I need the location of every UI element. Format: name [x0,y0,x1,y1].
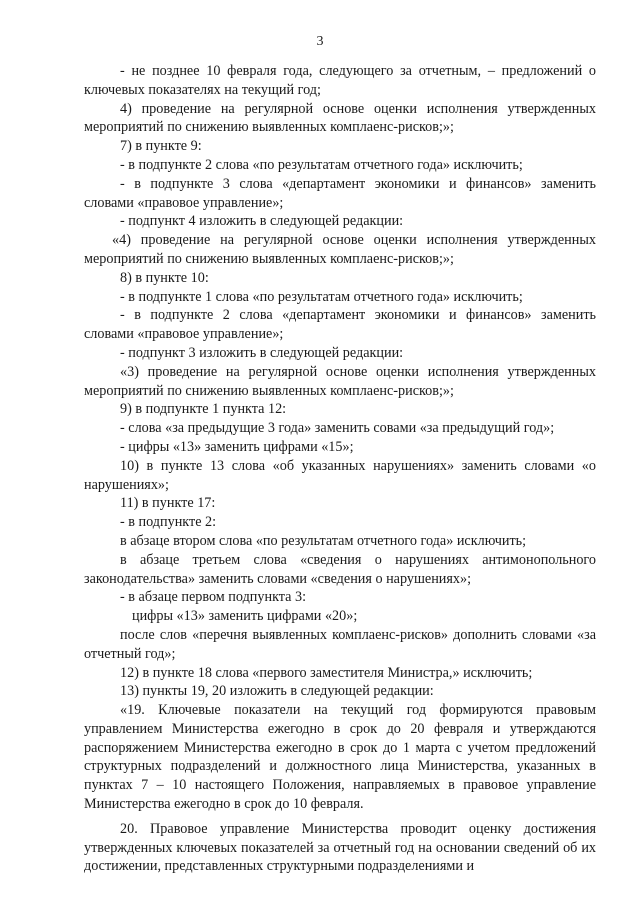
paragraph: цифры «13» заменить цифрами «20»; [132,608,358,625]
paragraph: - подпункт 3 изложить в следующей редакции: [120,344,404,361]
paragraph: - в подпункте 2: [120,514,217,531]
paragraph: 12) в пункте 18 слова «первого заместителя Министра,» исключить; [120,664,533,681]
paragraph: - в абзаце первом подпункта 3: [120,589,307,606]
paragraph: - не позднее 10 февраля года, следующего за отчетным, – предложений о ключевых показателях на текущий год; [84,63,596,98]
paragraph: - в подпункте 2 слова «по результатам отчетного года» исключить; [120,156,523,173]
paragraph: 20. Правовое управление Министерства проводит оценку достижения утвержденных ключевых показателей за отчетный год на основании сведений об их достижении, представленных структурными подразделениями и [84,820,596,875]
paragraph: 4) проведение на регулярной основе оценки исполнения утвержденных мероприятий по снижению выявленных комплаенс-рисков;»; [84,100,596,136]
document-body [84,62,596,876]
paragraph: в абзаце третьем слова «сведения о нарушениях антимонопольного законодательства» заменить словами «сведения о нарушениях»; [84,551,596,587]
paragraph: 9) в подпункте 1 пункта 12: [120,401,287,418]
paragraph: 11) в пункте 17: [120,495,216,512]
paragraph: - слова «за предыдущие 3 года» заменить совами «за предыдущий год»; [120,420,555,437]
paragraph: «19. Ключевые показатели на текущий год формируются правовым управлением Министерства ежегодно в срок до 20 февраля и утверждаются распоряжением Министерства ежегодно в срок до 1 марта с учетом предложений структурных подразделений и должностного лица Министерства, указанных в пунктах 7 – 10 настоящего Положения, направляемых в правовое управление Министерства ежегодно в срок до 10 февраля. [84,702,596,813]
paragraph: 13) пункты 19, 20 изложить в следующей редакции: [120,683,434,700]
page-number: 3 [316,34,324,49]
paragraph: 8) в пункте 10: [120,269,209,286]
paragraph: 7) в пункте 9: [120,138,202,155]
paragraph: - в подпункте 1 слова «по результатам отчетного года» исключить; [120,288,523,305]
paragraph: - подпункт 4 изложить в следующей редакции: [120,213,404,230]
paragraph: - в подпункте 2 слова «департамент экономики и финансов» заменить словами «правовое управление»; [84,307,596,343]
paragraph: «3) проведение на регулярной основе оценки исполнения утвержденных мероприятий по снижению выявленных комплаенс-рисков;»; [84,363,596,399]
paragraph: - цифры «13» заменить цифрами «15»; [120,438,354,455]
paragraph: - в подпункте 3 слова «департамент экономики и финансов» заменить словами «правовое управление»; [84,175,596,211]
paragraph: «4) проведение на регулярной основе оценки исполнения утвержденных мероприятий по снижению выявленных комплаенс-рисков;»; [84,232,596,267]
paragraph: после слов «перечня выявленных комплаенс-рисков» дополнить словами «за отчетный год»; [84,626,596,662]
paragraph: 10) в пункте 13 слова «об указанных нарушениях» заменить словами «о нарушениях»; [84,457,596,493]
paragraph: в абзаце втором слова «по результатам отчетного года» исключить; [120,532,527,549]
